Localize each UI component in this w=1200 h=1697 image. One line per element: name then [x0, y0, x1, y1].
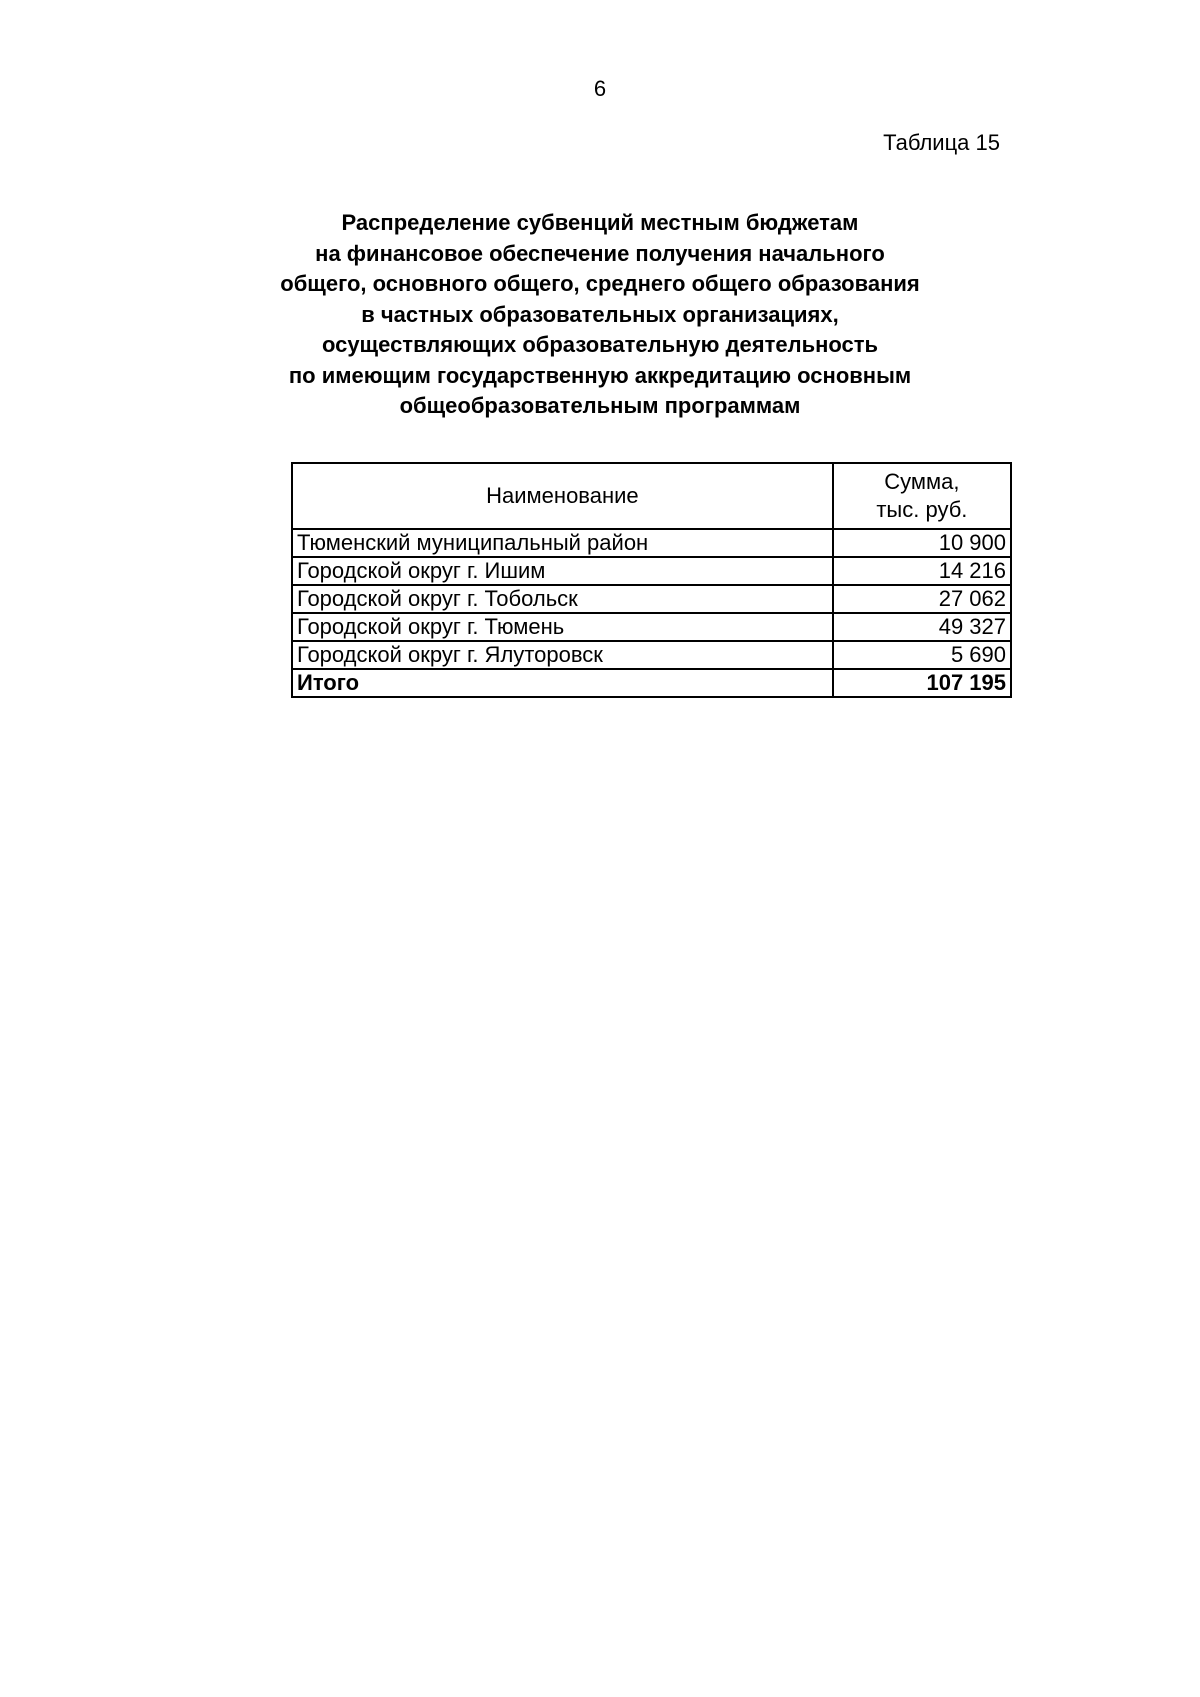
table-row: [292, 585, 1011, 613]
table-body: [292, 529, 1011, 697]
title-line: на финансовое обеспечение получения начального: [315, 240, 885, 266]
row-name: Городской округ г. Тюмень: [292, 613, 833, 641]
table-row: [292, 641, 1011, 669]
table-caption: Таблица 15: [883, 130, 1000, 155]
total-sum: 107 195: [833, 669, 1011, 697]
title-line: в частных образовательных организациях,: [361, 301, 839, 327]
row-sum: 27 062: [833, 585, 1011, 613]
row-sum: 10 900: [833, 529, 1011, 557]
table-row: [292, 613, 1011, 641]
row-sum: 49 327: [833, 613, 1011, 641]
title-line: Распределение субвенций местным бюджетам: [341, 210, 859, 235]
table-row: [292, 557, 1011, 585]
row-name: Городской округ г. Тобольск: [292, 585, 833, 613]
header-sum: [833, 463, 1011, 529]
total-label: Итого: [292, 669, 833, 697]
header-sum-line1: Сумма,: [884, 469, 960, 494]
title-line: по имеющим государственную аккредитацию основным: [288, 362, 912, 388]
page-number: 6: [593, 76, 607, 101]
row-sum: 14 216: [833, 557, 1011, 585]
title-line: общего, основного общего, среднего общего образования: [280, 271, 920, 296]
row-sum: 5 690: [833, 641, 1011, 669]
table-header: [292, 463, 1011, 529]
title-line: общеобразовательным программам: [399, 393, 801, 418]
title-line: осуществляющих образовательную деятельность: [321, 332, 879, 357]
header-sum-line2: тыс. руб.: [876, 497, 968, 522]
document-title: [200, 208, 1000, 422]
table-row: [292, 529, 1011, 557]
row-name: Тюменский муниципальный район: [292, 529, 833, 557]
subsidy-table: [291, 462, 1012, 698]
total-row: [292, 669, 1011, 697]
row-name: Городской округ г. Ялуторовск: [292, 641, 833, 669]
row-name: Городской округ г. Ишим: [292, 557, 833, 585]
header-row: [292, 463, 1011, 529]
header-name: Наименование: [292, 463, 833, 529]
